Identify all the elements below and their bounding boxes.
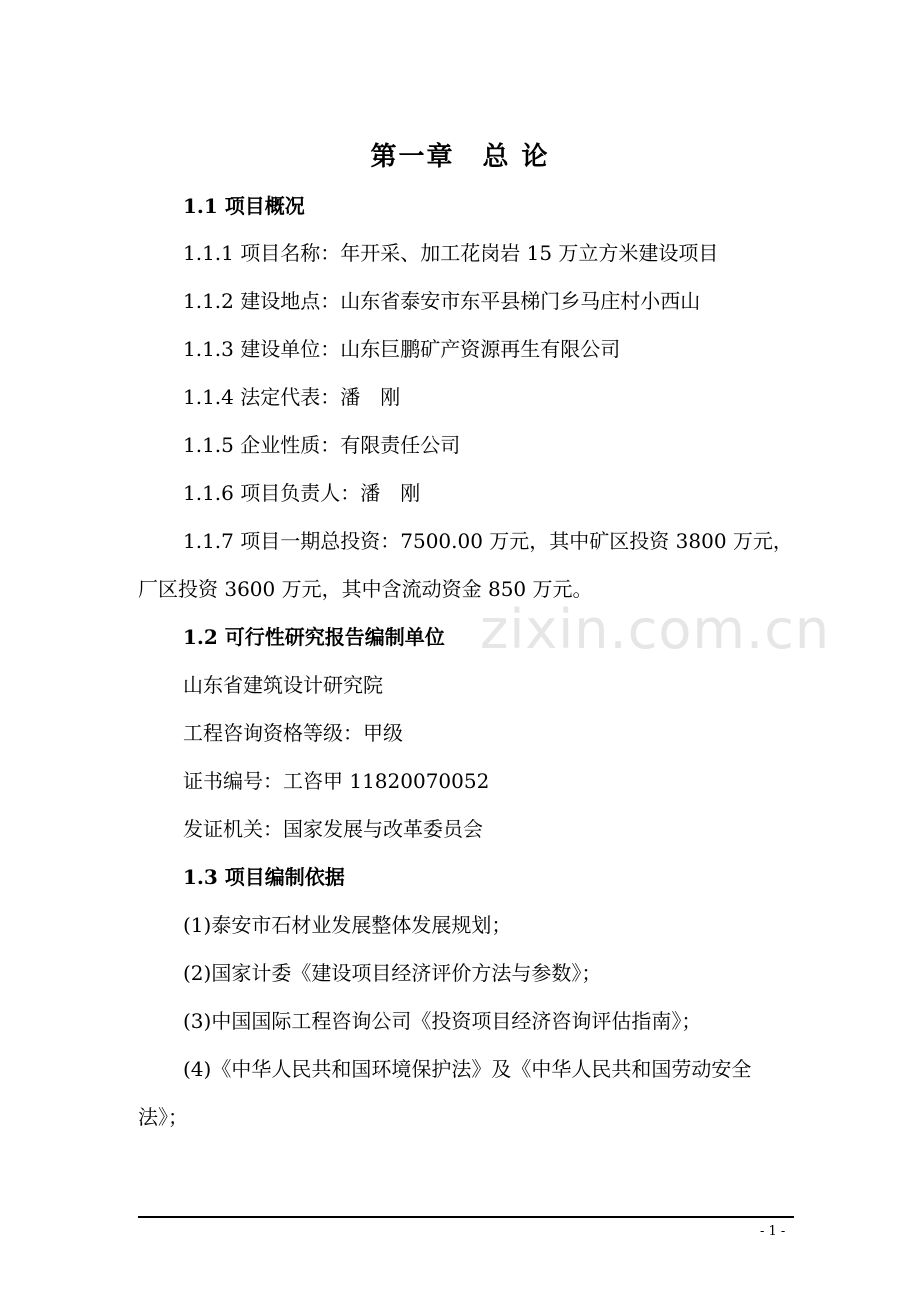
section-heading-overview: 1.1 项目概况	[183, 194, 305, 218]
issuing-authority-line: 发证机关：国家发展与改革委员会	[183, 817, 483, 841]
certificate-number-line: 证书编号：工咨甲 11820070052	[183, 769, 490, 793]
chapter-title: 第一章 总 论	[370, 142, 550, 172]
project-location-line: 1.1.2 建设地点：山东省泰安市东平县梯门乡马庄村小西山	[183, 289, 701, 313]
basis-item-4-continued: 法》；	[138, 1105, 188, 1129]
footer-rule	[138, 1216, 794, 1218]
project-leader-line: 1.1.6 项目负责人：潘 刚	[183, 481, 421, 505]
project-name-line: 1.1.1 项目名称：年开采、加工花岗岩 15 万立方米建设项目	[183, 241, 719, 265]
section-heading-report-unit: 1.2 可行性研究报告编制单位	[183, 625, 445, 649]
basis-item-3: (3)中国国际工程咨询公司《投资项目经济咨询评估指南》；	[183, 1009, 702, 1033]
investment-line: 1.1.7 项目一期总投资：7500.00 万元，其中矿区投资 3800 万元，	[183, 529, 793, 553]
watermark: zixin.com.cn	[480, 598, 831, 661]
basis-item-4: (4)《中华人民共和国环境保护法》及《中华人民共和国劳动安全	[183, 1057, 752, 1081]
construction-unit-line: 1.1.3 建设单位：山东巨鹏矿产资源再生有限公司	[183, 337, 621, 361]
enterprise-type-line: 1.1.5 企业性质：有限责任公司	[183, 433, 461, 457]
section-heading-basis: 1.3 项目编制依据	[183, 865, 345, 889]
legal-representative-line: 1.1.4 法定代表：潘 刚	[183, 385, 401, 409]
basis-item-2: (2)国家计委《建设项目经济评价方法与参数》；	[183, 961, 602, 985]
institute-name-line: 山东省建筑设计研究院	[183, 673, 383, 697]
page-number: - 1 -	[760, 1224, 786, 1239]
qualification-grade-line: 工程咨询资格等级：甲级	[183, 721, 403, 745]
basis-item-1: (1)泰安市石材业发展整体发展规划；	[183, 913, 512, 937]
investment-line-continued: 厂区投资 3600 万元，其中含流动资金 850 万元。	[138, 577, 593, 601]
